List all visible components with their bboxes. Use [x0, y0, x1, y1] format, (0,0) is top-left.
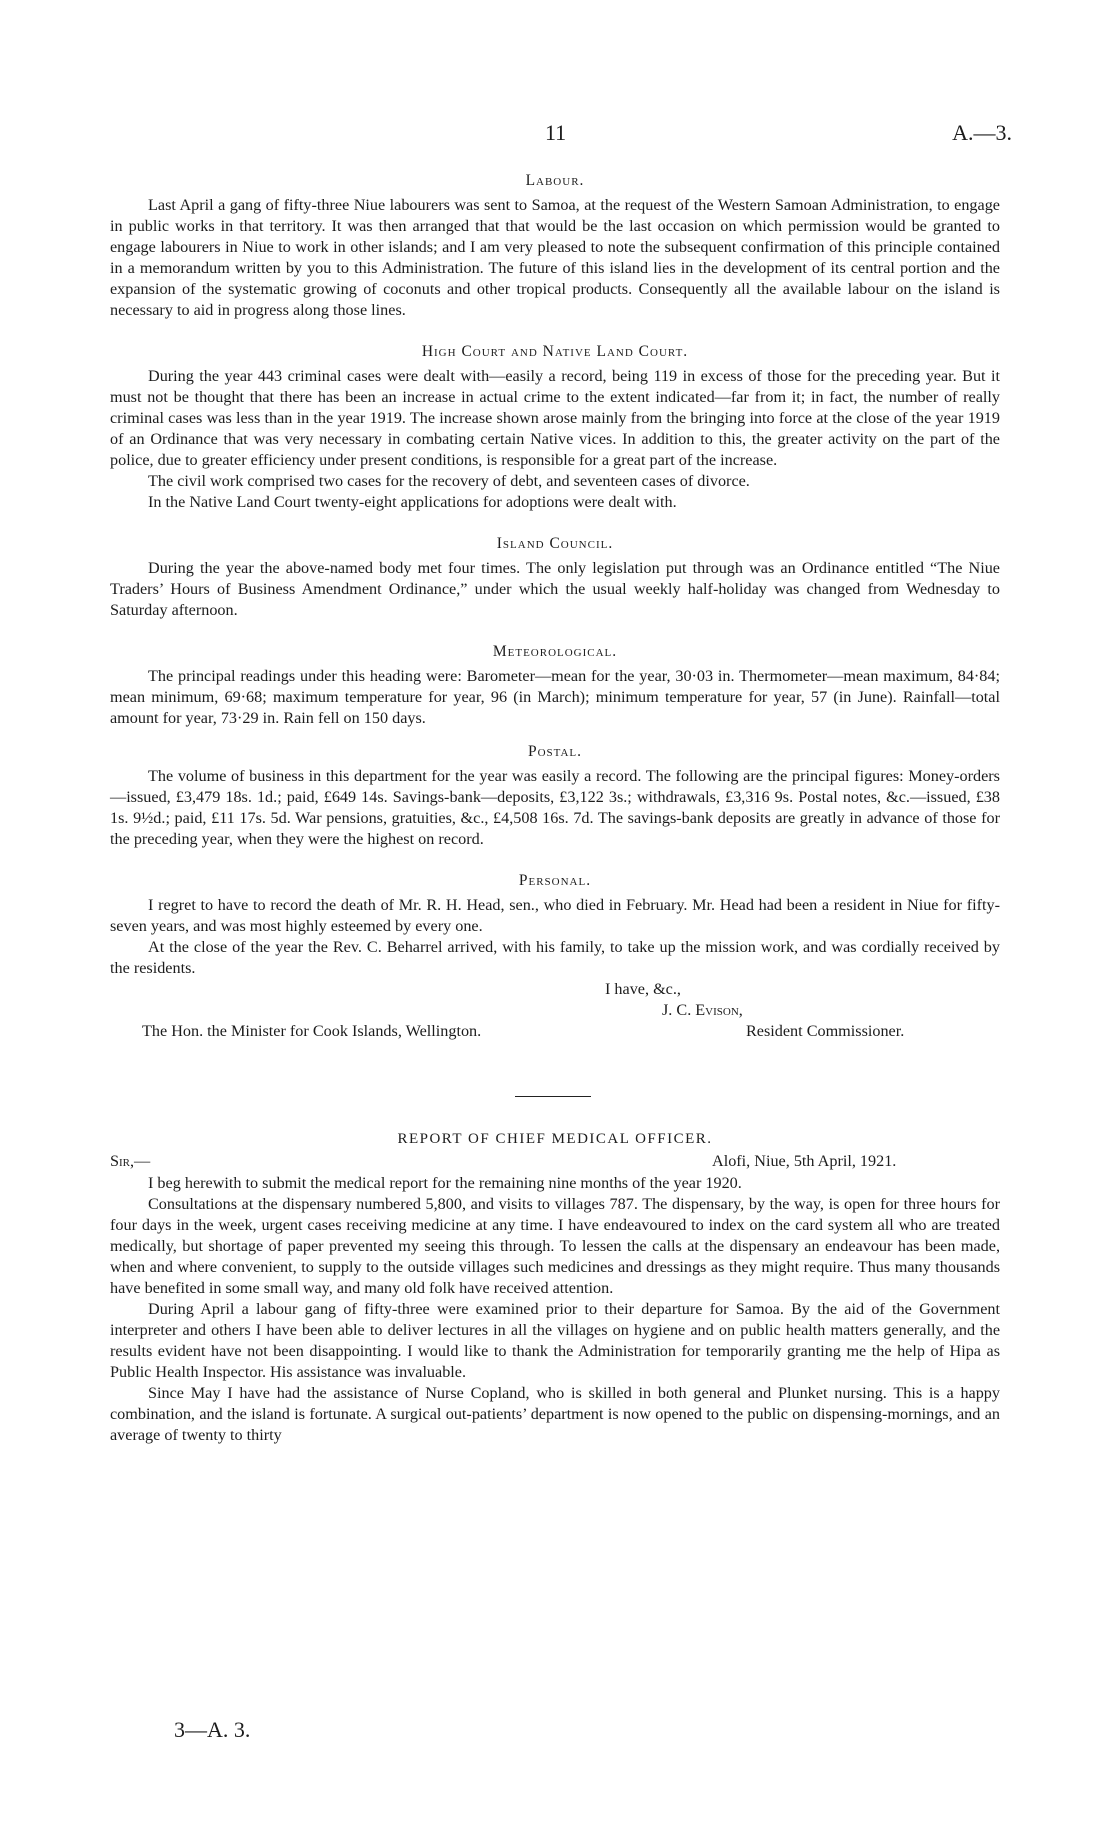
paragraph: The civil work comprised two cases for the recovery of debt, and seventeen cases of divorce. [148, 472, 750, 490]
paragraph: Last April a gang of fifty-three Niue labourers was sent to Samoa, at the request of the Western Samoan Administration, to engage in public works in that territory. It was then arranged that that would be the last occasion on which permission would be granted to engage labourers in Niue to work in other islands; and I am very pleased to note the subsequent confirmation of this principle contained in a memorandum written by you to this Administration. The future of this island lies in the development of its central portion and the expansion of the systematic growing of coconuts and other tropical products. Consequently all the available labour on the island is necessary to aid in progress along those lines. [110, 196, 1000, 319]
section-heading: Postal. [527, 743, 583, 760]
page-number: 11 [545, 120, 567, 145]
signature-mark: 3—A. 3. [174, 1717, 251, 1742]
page-content [0, 172, 1114, 1446]
paragraph: At the close of the year the Rev. C. Beharrel arrived, with his family, to take up the mission work, and was cordially received by the residents. [110, 938, 1000, 977]
paragraph: In the Native Land Court twenty-eight applications for adoptions were dealt with. [148, 493, 677, 511]
signature-salutation: I have, &c., [605, 980, 681, 998]
paragraph: Consultations at the dispensary numbered 5,800, and visits to villages 787. The dispensary, by the way, is open for three hours for four days in the week, urgent cases receiving medicine at any time. I have endeavoured to index on the card system all who are treated medically, but shortage of paper prevented my seeing this through. To lessen the calls at the dispensary an endeavour has been made, when and where convenient, to supply to the outside villages such medicines and dressings as they might require. Thus many thousands have benefited in some small way, and many old folk have received attention. [110, 1195, 1000, 1297]
paragraph: The principal readings under this heading were: Barometer—mean for the year, 30·03 in. Thermometer—mean maximum, 84·84; mean minimum, 69·68; maximum temperature for year, 96 (in March); minimum temperature for year, 57 (in June). Rainfall—total amount for year, 73·29 in. Rain fell on 150 days. [110, 667, 1000, 727]
section-labour [110, 172, 1000, 321]
paragraph: I beg herewith to submit the medical report for the remaining nine months of the year 1920. [148, 1174, 742, 1192]
dateline: Alofi, Niue, 5th April, 1921. [712, 1152, 897, 1170]
greeting: Sir,— [110, 1152, 151, 1170]
section-heading: Island Council. [496, 535, 614, 552]
paragraph: I regret to have to record the death of Mr. R. H. Head, sen., who died in February. Mr. Head had been a resident in Niue for fifty-seven years, and was most highly esteemed by every one. [110, 896, 1000, 935]
paragraph: Since May I have had the assistance of Nurse Copland, who is skilled in both general and Plunket nursing. This is a happy combination, and the island is fortunate. A surgical out-patients’ department is now opened to the public on dispensing-mornings, and an average of twenty to thirty [110, 1384, 1000, 1444]
paragraph: During the year 443 criminal cases were dealt with—easily a record, being 119 in excess of those for the preceding year. But it must not be thought that there has been an increase in actual crime to the extent indicated—far from it; in fact, the number of really criminal cases was less than in the year 1919. The increase shown arose mainly from the bringing into force at the close of the year 1919 of an Ordinance that was very necessary in combating certain Native vices. In addition to this, the greater activity on the part of the police, due to greater efficiency under present conditions, is responsible for a great part of the increase. [110, 367, 1000, 469]
page-header [0, 120, 1114, 150]
section-heading: High Court and Native Land Court. [421, 343, 689, 360]
section-divider [515, 1096, 591, 1097]
signatory-title: Resident Commissioner. [746, 1022, 905, 1040]
section-meteorological [110, 643, 1000, 729]
section-heading: Meteorological. [492, 643, 618, 660]
paragraph: During the year the above-named body met four times. The only legislation put through was an Ordinance entitled “The Niue Traders’ Hours of Business Amendment Ordinance,” under which the usual weekly half-holiday was changed from Wednesday to Saturday afternoon. [110, 559, 1000, 619]
paragraph: The volume of business in this department for the year was easily a record. The following are the principal figures: Money-orders—issued, £3,479 18s. 1d.; paid, £649 14s. Savings-bank—deposits, £3,122 3s.; withdrawals, £3,316 9s. Postal notes, &c.—issued, £38 1s. 9½d.; paid, £11 17s. 5d. War pensions, gratuities, &c., £4,508 16s. 7d. The savings-bank deposits are greatly in advance of those for the preceding year, when they were the highest on record. [110, 767, 1000, 848]
section-island-council [110, 535, 1000, 621]
medical-report [110, 1131, 1000, 1446]
report-title: REPORT OF CHIEF MEDICAL OFFICER. [397, 1131, 713, 1147]
document-reference: A.—3. [952, 120, 1012, 145]
section-personal [110, 872, 1000, 979]
signature-block [110, 979, 1000, 1042]
section-postal [110, 743, 1000, 850]
paragraph: During April a labour gang of fifty-three were examined prior to their departure for Samoa. By the aid of the Government interpreter and others I have been able to deliver lectures in all the villages on hygiene and on public health matters generally, and the results evident have not been disappointing. I would like to thank the Administration for temporarily granting me the help of Hipa as Public Health Inspector. His assistance was invaluable. [110, 1300, 1000, 1381]
section-heading: Labour. [525, 172, 585, 189]
signatory-name: J. C. Evison, [662, 1001, 743, 1019]
section-heading: Personal. [518, 872, 592, 889]
section-high-court [110, 343, 1000, 513]
addressee: The Hon. the Minister for Cook Islands, Wellington. [142, 1022, 482, 1040]
